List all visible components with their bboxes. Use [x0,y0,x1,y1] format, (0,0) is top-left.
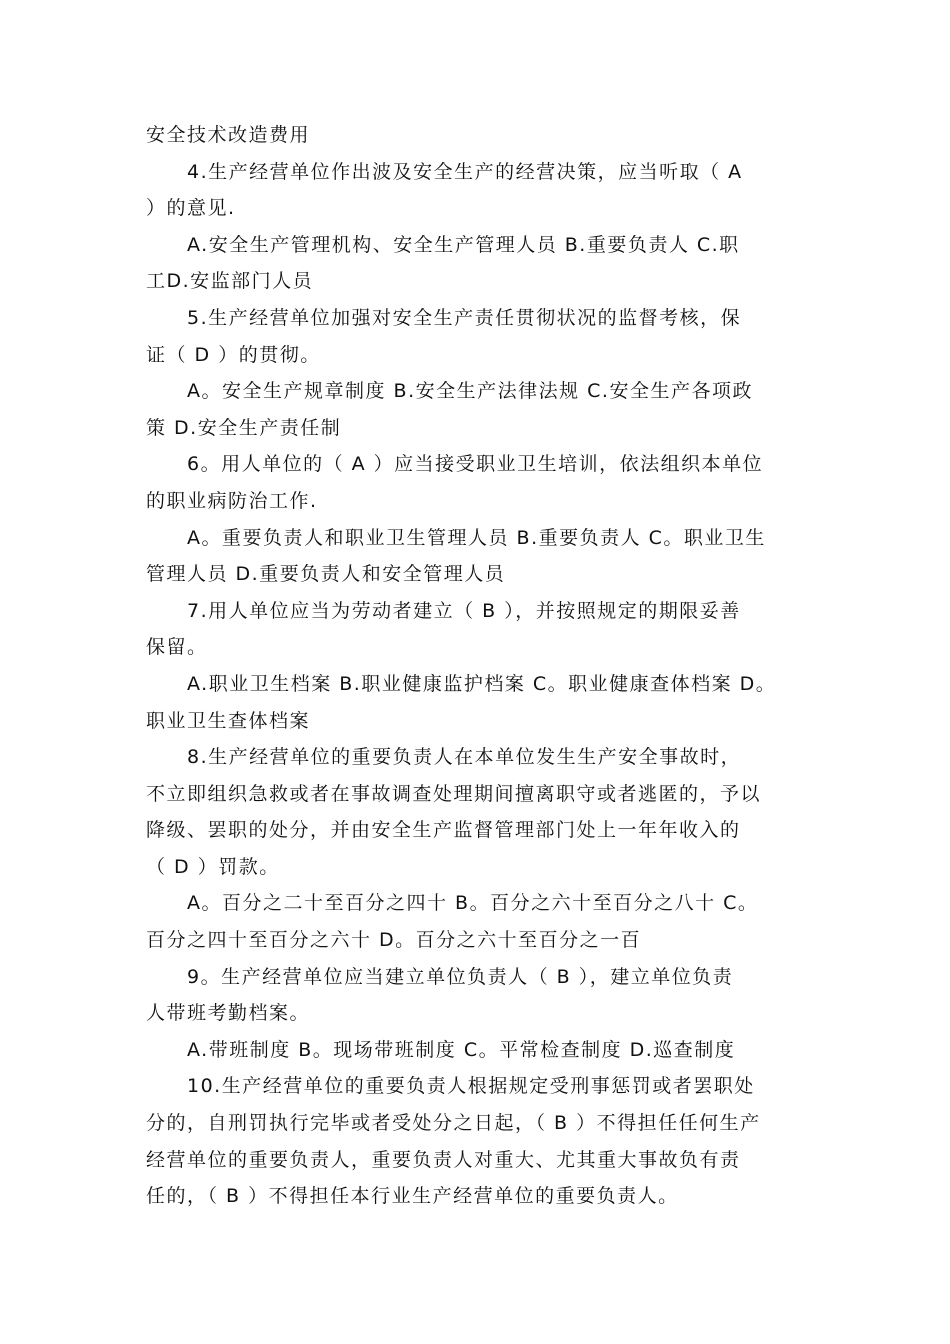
text-line: ）的意见. [146,197,236,220]
question-6-options: A。重要负责人和职业卫生管理人员 B.重要负责人 C。职业卫生 [187,526,766,549]
question-9-options: A.带班制度 B。现场带班制度 C。平常检查制度 D.巡查制度 [187,1038,736,1061]
question-10-stem: 10.生产经营单位的重要负责人根据规定受刑事惩罚或者罢职处 [187,1075,755,1098]
text-line: 的职业病防治工作. [146,489,318,512]
text-line: 分的，自刑罚执行完毕或者受处分之日起，（ B ）不得担任任何生产 [146,1112,761,1135]
question-5-stem: 5.生产经营单位加强对安全生产责任贯彻状况的监督考核，保 [187,306,742,329]
text-line: 安全技术改造费用 [146,124,311,146]
text-line: 不立即组织急救或者在事故调查处理期间擅离职守或者逃匿的，予以 [146,782,762,805]
text-line: 证（ D ）的贯彻。 [146,343,321,366]
text-line: 职业卫生查体档案 [146,709,311,732]
question-9-stem: 9。生产经营单位应当建立单位负责人（ B ），建立单位负责 [187,965,734,988]
text-line: （ D ）罚款。 [146,855,280,878]
text-line: 保留。 [146,636,208,659]
question-4-options: A.安全生产管理机构、安全生产管理人员 B.重要负责人 C.职 [187,233,740,256]
question-7-options: A.职业卫生档案 B.职业健康监护档案 C。职业健康查体档案 D。 [187,672,777,695]
question-8-options: A。百分之二十至百分之四十 B。百分之六十至百分之八十 C。 [187,892,759,915]
question-8-stem: 8.生产经营单位的重要负责人在本单位发生生产安全事故时， [187,746,742,769]
text-line: 人带班考勤档案。 [146,1002,311,1025]
question-6-stem: 6。用人单位的（ A ）应当接受职业卫生培训，依法组织本单位 [187,453,764,476]
text-line: 经营单位的重要负责人，重要负责人对重大、尤其重大事故负有责 [146,1148,741,1171]
question-4-stem: 4.生产经营单位作出波及安全生产的经营决策，应当听取（ A [187,160,743,183]
document-body [146,117,811,1215]
question-5-options: A。安全生产规章制度 B.安全生产法律法规 C.安全生产各项政 [187,380,753,403]
question-7-stem: 7.用人单位应当为劳动者建立（ B ），并按照规定的期限妥善 [187,599,741,622]
text-line: 任的，（ B ）不得担任本行业生产经营单位的重要负责人。 [146,1185,679,1208]
text-line: 工D.安监部门人员 [146,270,314,293]
text-line: 百分之四十至百分之六十 D。百分之六十至百分之一百 [146,929,642,952]
text-line: 管理人员 D.重要负责人和安全管理人员 [146,563,506,586]
text-line: 策 D.安全生产责任制 [146,416,342,439]
text-line: 降级、罢职的处分，并由安全生产监督管理部门处上一年年收入的 [146,819,741,842]
